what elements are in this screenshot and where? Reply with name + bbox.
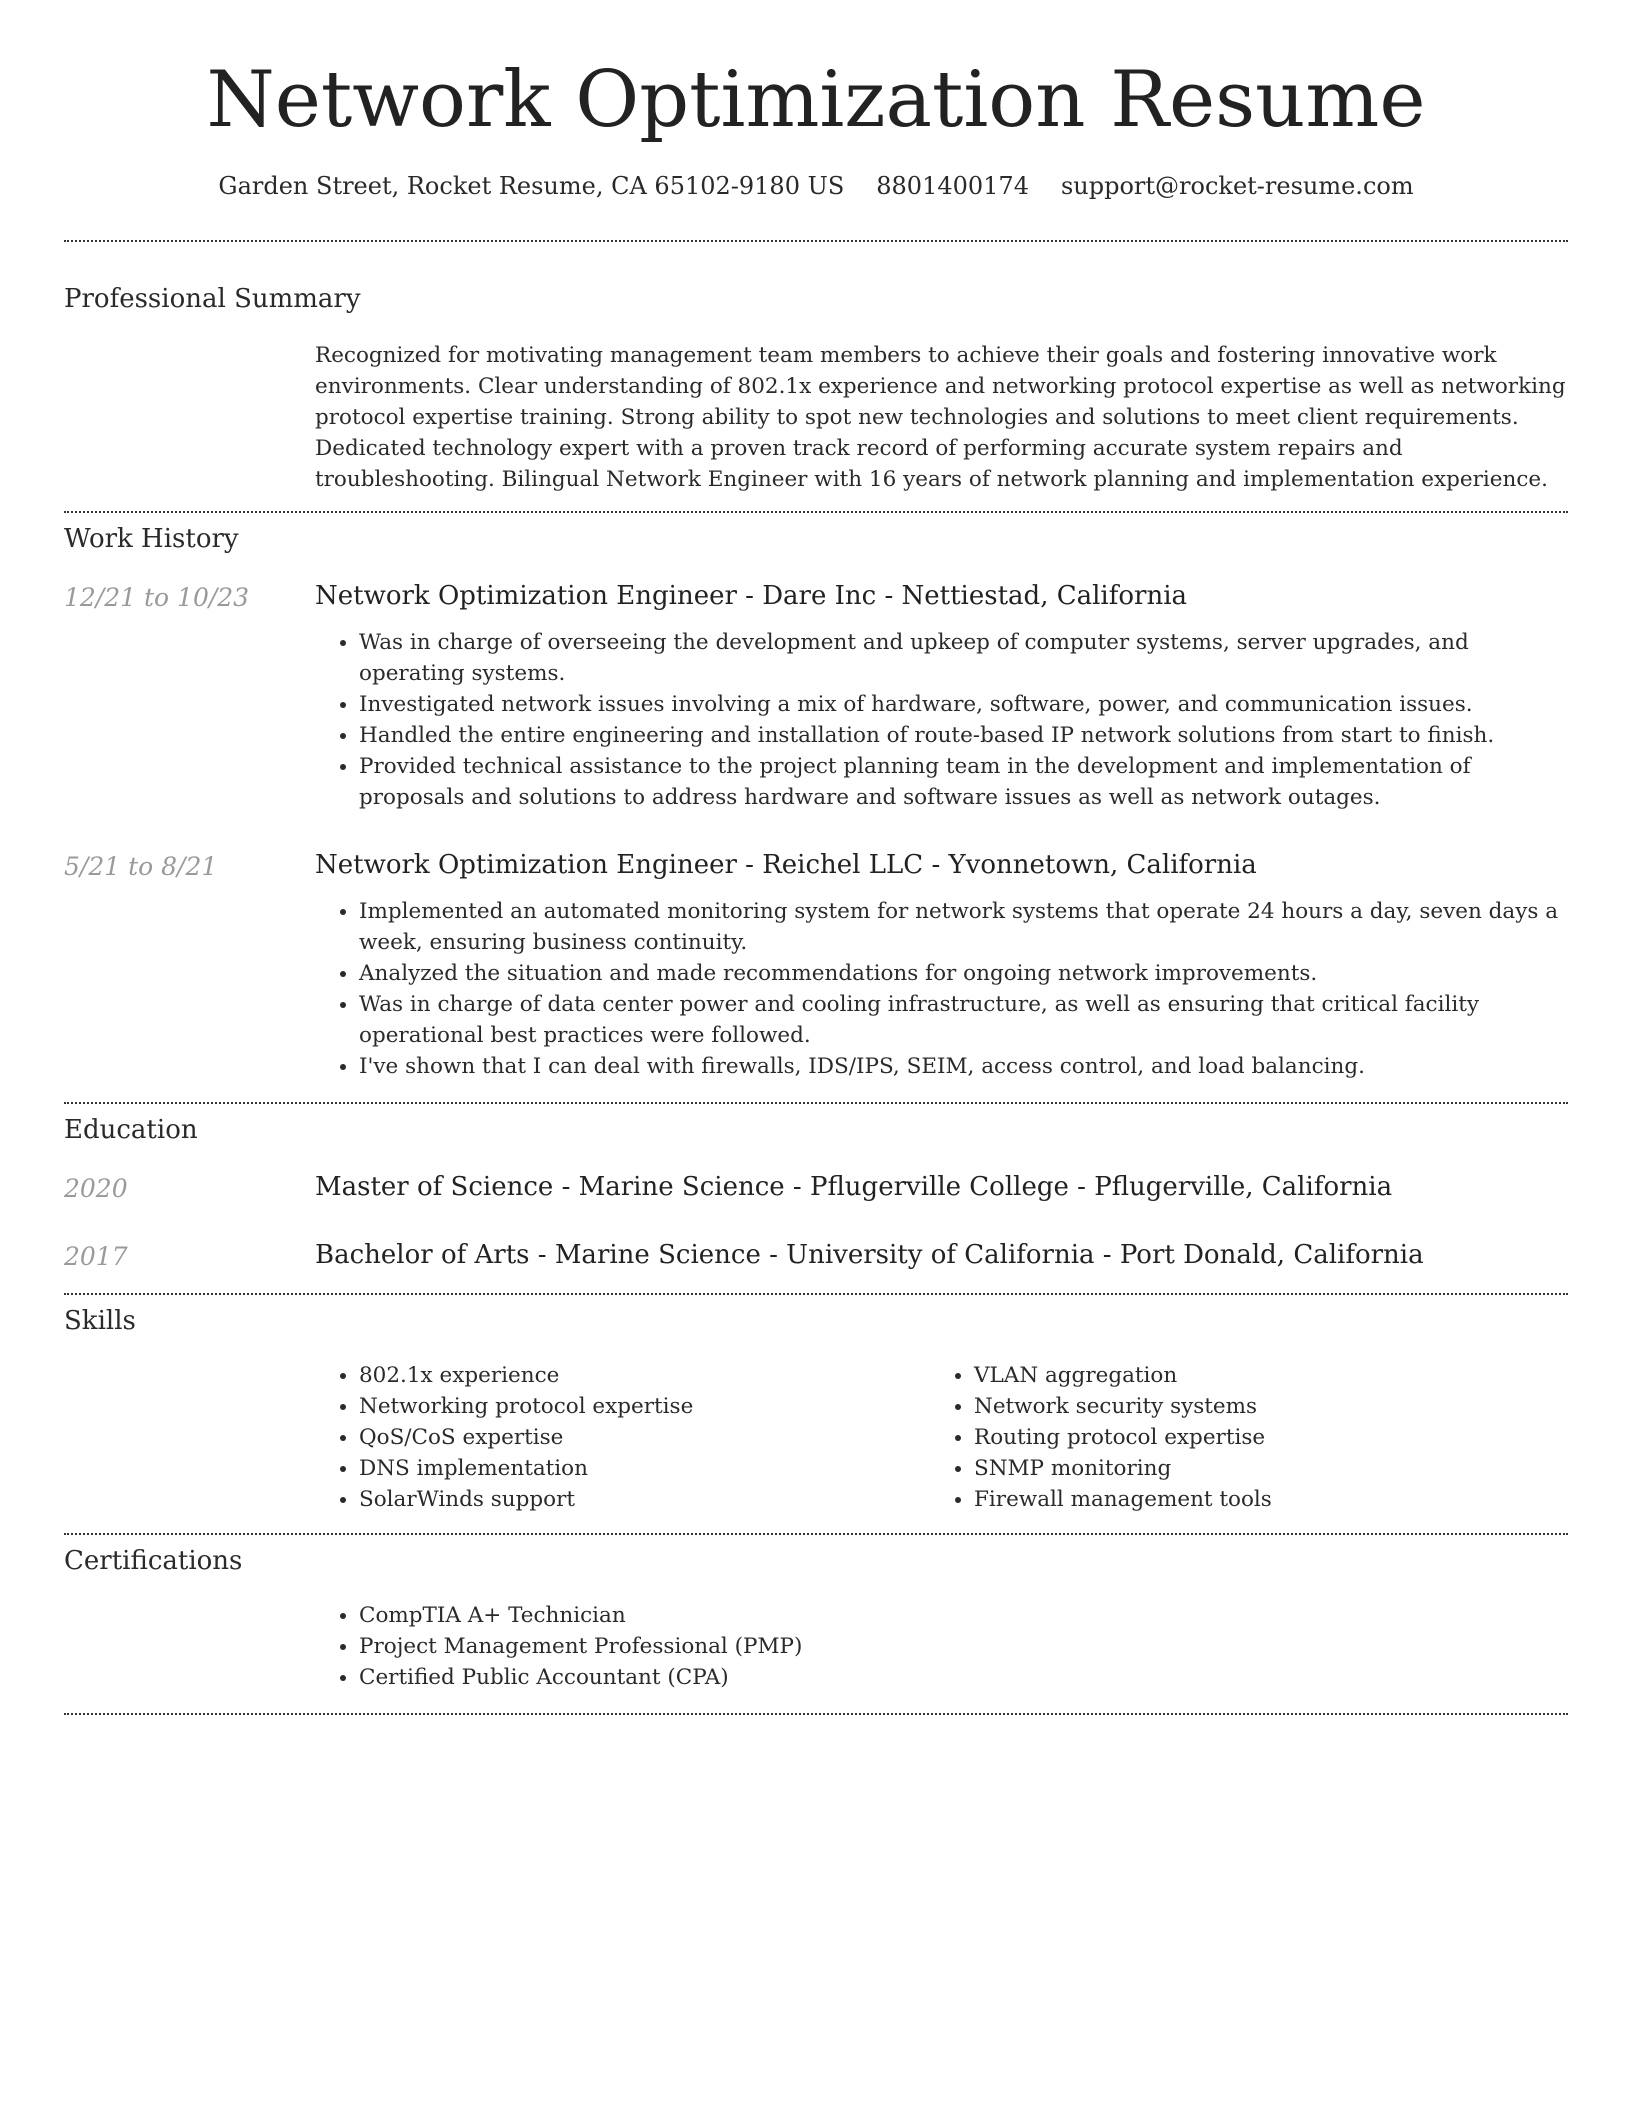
skill-item: • 802.1x experience: [359, 1360, 930, 1391]
skill-item: • Networking protocol expertise: [359, 1391, 930, 1422]
summary-text: Recognized for motivating management team members to achieve their goals and fostering innovative work environments. Clear understanding of 802.1x experience and networking protocol expertise as well as networking protocol expertise training. Strong ability to spot new technologies and solutions to meet client requirements. Dedicated technology expert with a proven track record of performing accurate system repairs and troubleshooting. Bilingual Network Engineer with 16 years of network planning and implementation experience.: [315, 343, 1566, 492]
section-divider: [64, 1533, 1568, 1535]
skill-item: • Firewall management tools: [974, 1484, 1545, 1515]
skill-item: • Network security systems: [974, 1391, 1545, 1422]
job-entry: [315, 581, 1568, 813]
skills-list: [930, 1360, 1545, 1515]
job-entry: [315, 850, 1568, 1082]
summary-content: [315, 340, 1568, 495]
work-section-title: Work History: [64, 524, 239, 554]
certification-item: • Project Management Professional (PMP): [359, 1631, 1568, 1662]
education-year: 2017: [64, 1242, 128, 1271]
job-bullet: • Implemented an automated monitoring system for network systems that operate 24 hours a day, seven days a week, ensuring business continuity.: [359, 896, 1568, 958]
job-bullets: [315, 627, 1568, 813]
job-bullet: • Was in charge of overseeing the development and upkeep of computer systems, server upgrades, and operating systems.: [359, 627, 1568, 689]
skill-item: • SNMP monitoring: [974, 1453, 1545, 1484]
contact-line: [0, 172, 1632, 200]
skill-item: • DNS implementation: [359, 1453, 930, 1484]
contact-phone: 8801400174: [876, 172, 1029, 200]
skills-section-title: Skills: [64, 1306, 136, 1336]
job-heading: Network Optimization Engineer - Dare Inc - Nettiestad, California: [315, 581, 1188, 611]
education-entry: [315, 1240, 1568, 1270]
job-bullet: • I've shown that I can deal with firewalls, IDS/IPS, SEIM, access control, and load balancing.: [359, 1051, 1568, 1082]
resume-name: Network Optimization Resume: [206, 55, 1426, 145]
skills-columns: [315, 1360, 1568, 1515]
certifications-content: [315, 1600, 1568, 1693]
job-dates: 12/21 to 10/23: [64, 583, 250, 612]
section-divider: [64, 1713, 1568, 1715]
job-bullets: [315, 896, 1568, 1082]
contact-email: support@rocket-resume.com: [1060, 172, 1414, 200]
education-year: 2020: [64, 1174, 128, 1203]
job-bullet: • Handled the entire engineering and installation of route-based IP network solutions from start to finish.: [359, 720, 1568, 751]
certifications-list: [315, 1600, 1568, 1693]
skills-content: [315, 1360, 1568, 1515]
skills-column-right: [930, 1360, 1545, 1515]
job-bullet: • Provided technical assistance to the project planning team in the development and implementation of proposals and solutions to address hardware and software issues as well as network outages.: [359, 751, 1568, 813]
section-divider: [64, 1293, 1568, 1295]
section-divider: [64, 240, 1568, 242]
education-section-title: Education: [64, 1115, 198, 1145]
job-bullet: • Analyzed the situation and made recommendations for ongoing network improvements.: [359, 958, 1568, 989]
job-dates: 5/21 to 8/21: [64, 852, 218, 881]
certification-item: • CompTIA A+ Technician: [359, 1600, 1568, 1631]
resume-header: [0, 0, 1632, 200]
job-bullet: • Was in charge of data center power and cooling infrastructure, as well as ensuring that critical facility operational best practices were followed.: [359, 989, 1568, 1051]
summary-section-title: Professional Summary: [64, 284, 361, 314]
skill-item: • SolarWinds support: [359, 1484, 930, 1515]
education-degree: Master of Science - Marine Science - Pflugerville College - Pflugerville, California: [315, 1172, 1393, 1202]
skill-item: • VLAN aggregation: [974, 1360, 1545, 1391]
contact-address: Garden Street, Rocket Resume, CA 65102-9180 US: [218, 172, 845, 200]
section-divider: [64, 511, 1568, 513]
skill-item: • Routing protocol expertise: [974, 1422, 1545, 1453]
skill-item: • QoS/CoS expertise: [359, 1422, 930, 1453]
section-divider: [64, 1102, 1568, 1104]
job-heading: Network Optimization Engineer - Reichel LLC - Yvonnetown, California: [315, 850, 1257, 880]
job-bullet: • Investigated network issues involving a mix of hardware, software, power, and communication issues.: [359, 689, 1568, 720]
education-degree: Bachelor of Arts - Marine Science - University of California - Port Donald, California: [315, 1240, 1424, 1270]
skills-list: [315, 1360, 930, 1515]
certifications-section-title: Certifications: [64, 1546, 243, 1576]
education-entry: [315, 1172, 1568, 1202]
certification-item: • Certified Public Accountant (CPA): [359, 1662, 1568, 1693]
skills-column-left: [315, 1360, 930, 1515]
